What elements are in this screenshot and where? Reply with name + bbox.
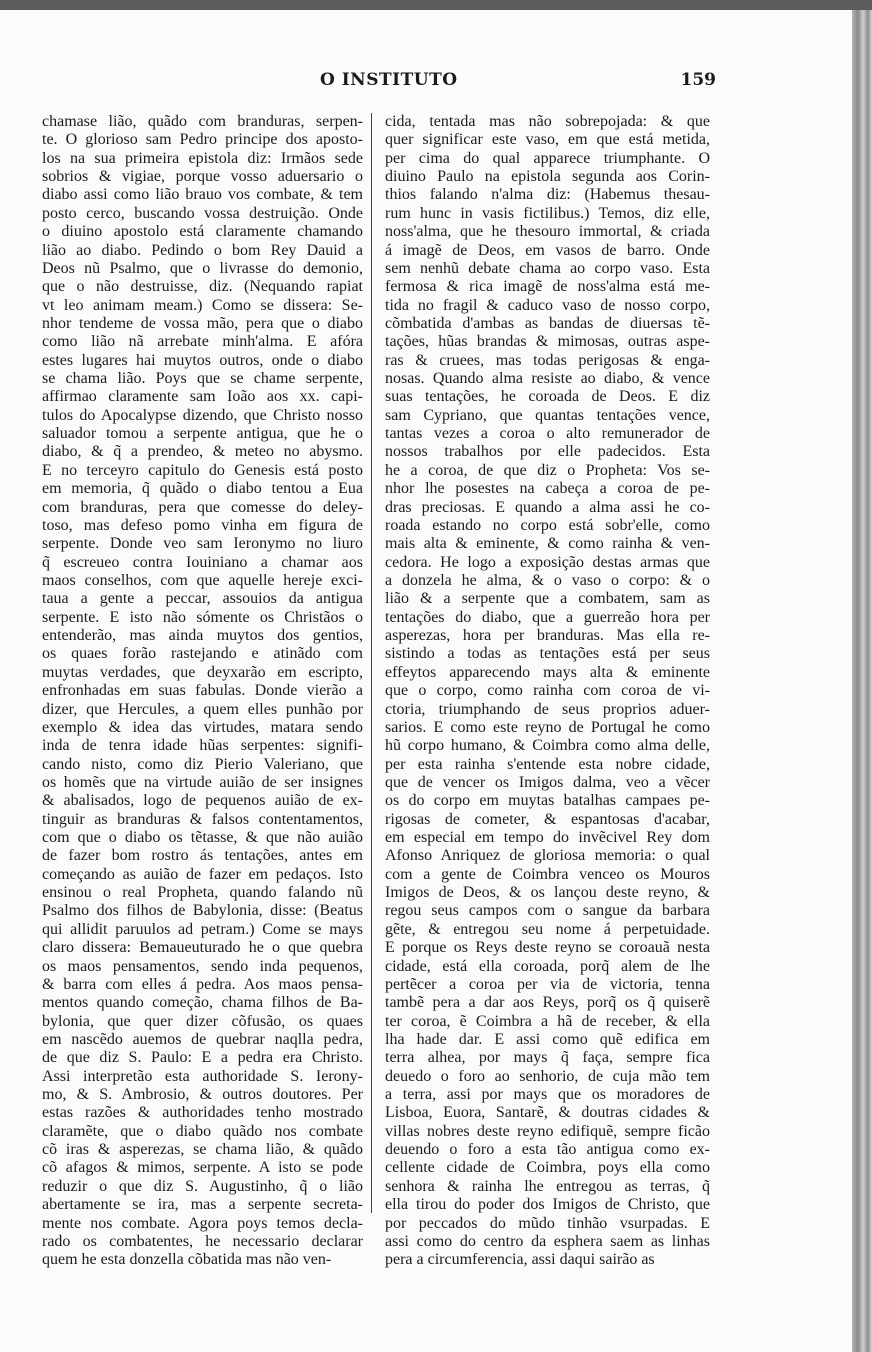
text-line: tida no fragil & caduco vaso de nosso corpo, xyxy=(385,296,710,314)
text-line: tinguir as branduras & falsos contentamentos, xyxy=(42,810,363,828)
text-line: que o não destruisse, diz. (Nequando rapiat xyxy=(42,278,363,296)
text-line: toso, mas defeso pomo vinha em figura de xyxy=(42,516,363,534)
text-line: suas tentações, he coroada de Deos. E diz xyxy=(385,388,710,406)
text-line: mente nos combate. Agora poys temos decla- xyxy=(42,1214,363,1232)
text-line: a donzela he alma, & o vaso o corpo: & o xyxy=(385,571,710,589)
text-line: assi como do centro da esphera saem as linhas xyxy=(385,1232,710,1250)
text-line: vt leo animam meam.) Como se dissera: Se- xyxy=(42,296,363,314)
text-line: Deos nũ Psalmo, que o livrasse do demonio, xyxy=(42,259,363,277)
text-line: nhor lhe posestes na cabeça a coroa de pe- xyxy=(385,480,710,498)
text-line: rado os combatentes, he necessario declarar xyxy=(42,1232,363,1250)
text-line: thios falando n'alma diz: (Habemus thesau- xyxy=(385,186,710,204)
text-line: diabo assi como lião brauo vos combate, & tem xyxy=(42,186,363,204)
text-line: sistindo a todas as tentações está per seus xyxy=(385,645,710,663)
text-line: com branduras, pera que comesse do deley- xyxy=(42,498,363,516)
text-line: noss'alma, que he thesouro immortal, & criada xyxy=(385,223,710,241)
text-line: terra alhea, por mays q̃ faça, sempre fica xyxy=(385,1049,710,1067)
text-line: cõ afagos & mimos, serpente. A isto se pode xyxy=(42,1159,363,1177)
text-line: & barra com elles á pedra. Aos maos pensa- xyxy=(42,975,363,993)
text-line: bylonia, que quer dizer cõfusão, os quaes xyxy=(42,1012,363,1030)
text-line: serpente. Donde veo sam Ieronymo no liuro xyxy=(42,535,363,553)
text-line: deuedo o foro ao senhorio, de cuja mão tem xyxy=(385,1067,710,1085)
text-line: cellente cidade de Coimbra, poys ella como xyxy=(385,1159,710,1177)
text-line: he a coroa, de que diz o Propheta: Vos se- xyxy=(385,461,710,479)
text-line: lião ao diabo. Pedindo o bom Rey Dauid a xyxy=(42,241,363,259)
text-line: sam Cypriano, que quantas tentações vence, xyxy=(385,406,710,424)
text-line: E no terceyro capitulo do Genesis está posto xyxy=(42,461,363,479)
text-line: cõmbatida d'ambas as bandas de diuersas tẽ- xyxy=(385,314,710,332)
text-line: estes lugares hai muytos outros, onde o diabo xyxy=(42,351,363,369)
text-line: q̃ escreueo contra Iouiniano a chamar aos xyxy=(42,553,363,571)
text-line: como lião nã arrebate minh'alma. E afóra xyxy=(42,333,363,351)
text-line: Assi interpretão esta authoridade S. Ierony- xyxy=(42,1067,363,1085)
text-line: deuendo o foro a esta tão antigua como ex- xyxy=(385,1141,710,1159)
text-line: pera a circumferencia, assi daqui sairão as xyxy=(385,1251,655,1269)
text-line: sarios. E como este reyno de Portugal he como xyxy=(385,718,710,736)
text-line: chamase lião, quãdo com branduras, serpen- xyxy=(42,113,363,130)
text-line: inda de tenra idade hũas serpentes: signifi- xyxy=(42,737,363,755)
text-line: gẽte, & entregou seu nome á perpetuidade. xyxy=(385,920,710,938)
text-line: serpente. E isto não sómente os Christãos o xyxy=(42,608,363,626)
text-line: rigosas de cometer, & espantosas d'acabar, xyxy=(385,810,710,828)
text-line: affirmao claramente sam Ioão aos xx. capi- xyxy=(42,388,363,406)
text-line: cida, tentada mas não sobrepojada: & que xyxy=(385,113,710,130)
text-line: ctoria, triumphando de seus proprios aduer- xyxy=(385,700,710,718)
text-line: a terra, assi por mays que os moradores de xyxy=(385,1086,710,1104)
text-line: claramẽte, que o diabo quãdo nos combate xyxy=(42,1122,363,1140)
text-line: reduzir o que diz S. Augustinho, q̃ o lião xyxy=(42,1177,363,1195)
text-line: enfronhadas em suas fabulas. Donde vierão a xyxy=(42,682,363,700)
text-line: sem nenhũ debate chama ao corpo vaso. Esta xyxy=(385,259,710,277)
text-line: estas razões & authoridades tenho mostrado xyxy=(42,1104,363,1122)
left-text-column xyxy=(42,113,363,1270)
column-divider xyxy=(371,113,372,1213)
text-line: cidade, está ella coroada, porq̃ alem de lhe xyxy=(385,957,710,975)
text-line: começando as auião de fazer em pedaços. Isto xyxy=(42,865,363,883)
text-line: senhora & rainha lhe entregou as terras, q̃ xyxy=(385,1177,710,1195)
text-line: dizer, que Hercules, a quem elles punhão por xyxy=(42,700,363,718)
text-line: de fazer bom rostro ás tentações, antes em xyxy=(42,847,363,865)
text-line: & abalisados, logo de pequenos auião de ex- xyxy=(42,792,363,810)
text-line: Imigos de Deos, & os lançou deste reyno, & xyxy=(385,884,710,902)
text-line: nossos trabalhos por elle padecidos. Esta xyxy=(385,443,710,461)
text-line: taua a gente a peccar, assouios da antigua xyxy=(42,590,363,608)
text-line: diuino Paulo na epistola segunda aos Corin- xyxy=(385,168,710,186)
text-line: villas nobres deste reyno edifiquẽ, sempre ficão xyxy=(385,1122,710,1140)
text-line: posto cerco, buscando vossa destruição. Onde xyxy=(42,204,363,222)
text-line: tantas vezes a coroa o alto remunerador de xyxy=(385,425,710,443)
text-line: fermosa & rica imagẽ de noss'alma está me- xyxy=(385,278,710,296)
text-line: te. O glorioso sam Pedro principe dos aposto- xyxy=(42,131,363,149)
text-line: Psalmo dos filhos de Babylonia, disse: (Beatus xyxy=(42,902,363,920)
text-line: os do corpo em muytas batalhas campaes pe- xyxy=(385,792,710,810)
text-line: per esta rainha s'entende esta nobre cidade, xyxy=(385,755,710,773)
text-line: ensinou o real Propheta, quando falando nũ xyxy=(42,884,363,902)
text-line: cedora. He logo a exposição destas armas que xyxy=(385,553,710,571)
text-line: tações, hũas brandas & mimosas, outras aspe- xyxy=(385,333,710,351)
text-line: roada estando no corpo está sobr'elle, como xyxy=(385,516,710,534)
text-line: o diuino apostolo está claramente chamando xyxy=(42,223,363,241)
text-line: ter coroa, ẽ Coimbra a hã de receber, & ella xyxy=(385,1012,710,1030)
text-line: em memoria, q̃ quãdo o diabo tentou a Eua xyxy=(42,480,363,498)
text-line: os homẽs que na virtude auião de ser insignes xyxy=(42,773,363,791)
text-line: rum hunc in vasis fictilibus.) Temos, diz elle, xyxy=(385,204,710,222)
text-line: com que o diabo os tẽtasse, & que não auião xyxy=(42,829,363,847)
text-line: quer significar este vaso, em que está metida, xyxy=(385,131,710,149)
text-line: tulos do Apocalypse dizendo, que Christo nosso xyxy=(42,406,363,424)
text-line: que o corpo, como rainha com coroa de vi- xyxy=(385,682,710,700)
text-line: mo, & S. Ambrosio, & outros doutores. Per xyxy=(42,1086,363,1104)
text-line: dras preciosas. E quando a alma assi he co- xyxy=(385,498,710,516)
text-line: por peccados do mũdo tinhão vsurpadas. E xyxy=(385,1214,710,1232)
text-line: quem he esta donzella cõbatida mas não ven- xyxy=(42,1251,332,1269)
text-line: Afonso Anriquez de gloriosa memoria: o qual xyxy=(385,847,710,865)
page-edge-shadow xyxy=(852,10,872,1352)
text-line: qui allidit paruulos ad petram.) Come se mays xyxy=(42,920,363,938)
text-line: mentos quando começão, chama filhos de Ba- xyxy=(42,994,363,1012)
text-line: los na sua primeira epistola diz: Irmãos sede xyxy=(42,149,363,167)
text-line: os quaes forão rastejando e atinãdo com xyxy=(42,645,363,663)
text-line: se chama lião. Poys que se chame serpente, xyxy=(42,370,363,388)
text-line: sobrios & vigiae, porque vosso aduersario o xyxy=(42,168,363,186)
text-line: nosas. Quando alma resiste ao diabo, & vence xyxy=(385,370,710,388)
text-line: os maos pensamentos, sendo inda pequenos, xyxy=(42,957,363,975)
text-line: regou seus campos com o sangue da barbara xyxy=(385,902,710,920)
text-line: asperezas, hora per branduras. Mas ella re- xyxy=(385,627,710,645)
text-line: hũ corpo humano, & Coimbra como alma delle, xyxy=(385,737,710,755)
text-line: effeytos apparecendo mays alta & eminente xyxy=(385,663,710,681)
text-line: ras & cruees, mas todas perigosas & enga- xyxy=(385,351,710,369)
text-line: abertamente se ira, mas a serpente secreta- xyxy=(42,1196,363,1214)
right-text-column xyxy=(385,113,710,1270)
text-line: mais alta & eminente, & como rainha & ven- xyxy=(385,535,710,553)
text-line: que de vencer os Imigos dalma, veo a vẽcer xyxy=(385,773,710,791)
text-line: ella tirou do poder dos Imigos de Christo, que xyxy=(385,1196,710,1214)
text-line: nhor tendeme de vossa mão, pera que o diabo xyxy=(42,314,363,332)
text-line: claro dissera: Bemaueuturado he o que quebra xyxy=(42,939,363,957)
text-line: maos conselhos, com que aquelle hereje exci- xyxy=(42,571,363,589)
text-line: saluador tomou a serpente antigua, que he o xyxy=(42,425,363,443)
text-line: E porque os Reys deste reyno se coroauã nesta xyxy=(385,939,710,957)
text-line: cando nisto, como diz Pierio Valeriano, que xyxy=(42,755,363,773)
text-line: lha hade dar. E assi como quẽ edifica em xyxy=(385,1030,710,1048)
text-line: de que diz S. Paulo: E a pedra era Christo. xyxy=(42,1049,363,1067)
text-line: cõ iras & asperezas, se chama lião, & quãdo xyxy=(42,1141,363,1159)
text-line: lião & a serpente que a combatem, sam as xyxy=(385,590,710,608)
text-line: per cima do qual apparece triumphante. O xyxy=(385,149,710,167)
text-line: Lisboa, Euora, Santarẽ, & doutras cidades & xyxy=(385,1104,710,1122)
text-line: entenderão, mas ainda muytos dos gentios, xyxy=(42,627,363,645)
text-line: tentações do diabo, que a guerreão hora per xyxy=(385,608,710,626)
text-line: com a gente de Coimbra venceo os Mouros xyxy=(385,865,710,883)
page-number: 159 xyxy=(680,70,716,90)
text-line: pertẽcer a coroa per via de victoria, tenna xyxy=(385,975,710,993)
text-line: em nascẽdo auemos de quebrar naqlla pedra, xyxy=(42,1030,363,1048)
running-title: O INSTITUTO xyxy=(320,70,458,90)
text-line: diabo, & q̃ a prendeo, & meteo no abysmo. xyxy=(42,443,363,461)
text-line: muytas verdades, que deyxarão em escripto, xyxy=(42,663,363,681)
text-line: em especial em tempo do invẽcivel Rey dom xyxy=(385,829,710,847)
text-line: tambẽ pera a dar aos Reys, porq̃ os q̃ quiserẽ xyxy=(385,994,710,1012)
scan-top-border xyxy=(0,0,872,10)
text-line: exemplo & idea das virtudes, matara sendo xyxy=(42,718,363,736)
text-line: á imagẽ de Deos, em vasos de barro. Onde xyxy=(385,241,710,259)
